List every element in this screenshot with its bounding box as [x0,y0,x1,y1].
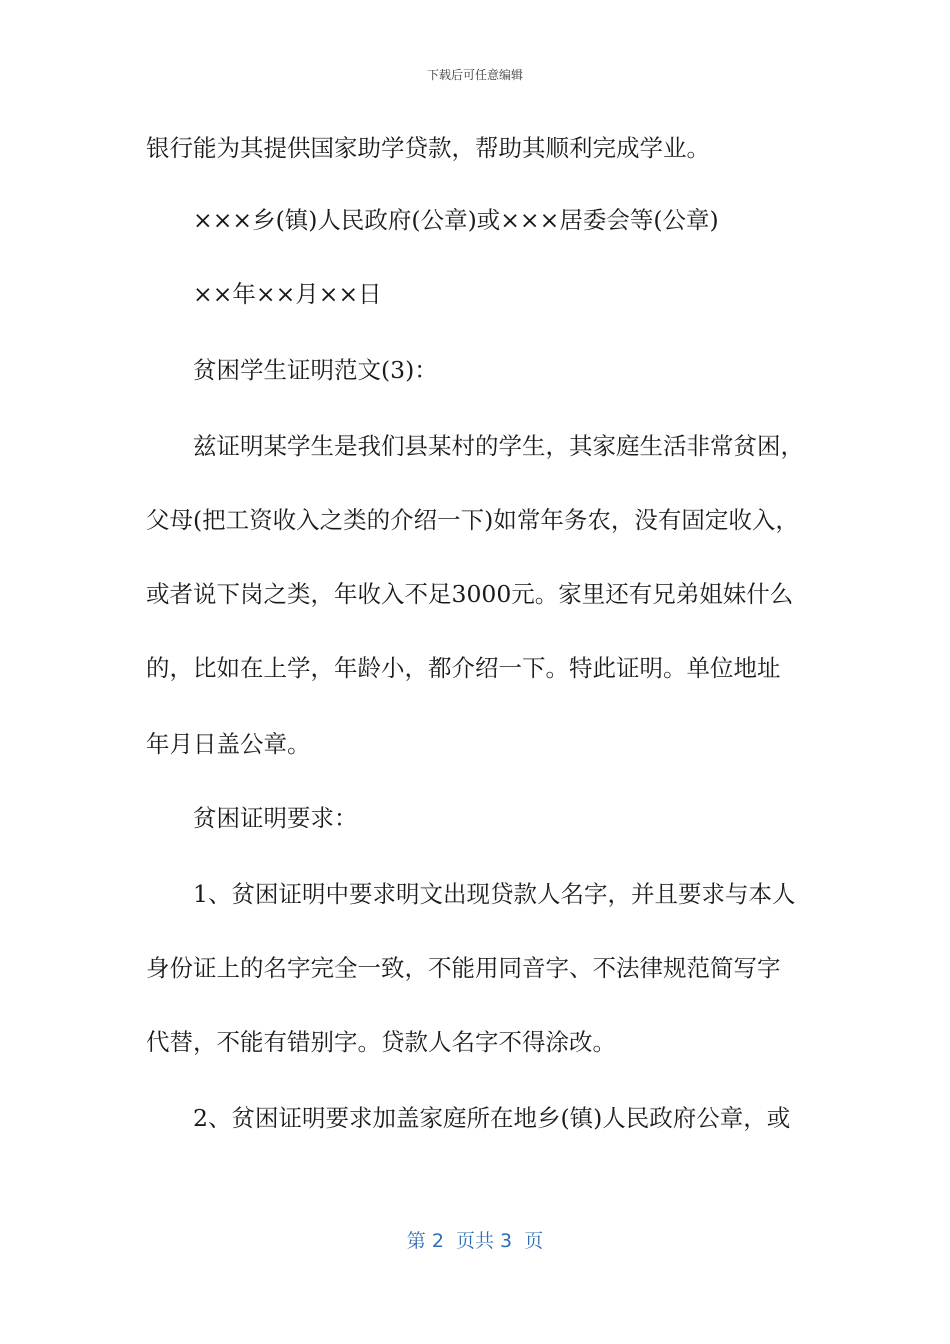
paragraph-line: ××年××月××日 [193,280,382,308]
paragraph-line: 身份证上的名字完全一致，不能用同音字、不法律规范简写字 [146,954,781,982]
page-header: 下载后可任意编辑 [426,68,523,82]
paragraph-line: 的，比如在上学，年龄小，都介绍一下。特此证明。单位地址 [146,654,781,682]
section-heading: 贫困学生证明范文(3)： [193,356,438,384]
page-number-footer: 第 2 页共 3 页 [406,1230,544,1252]
paragraph-line: 代替，不能有错别字。贷款人名字不得涂改。 [146,1028,616,1056]
paragraph-line: 2、贫困证明要求加盖家庭所在地乡(镇)人民政府公章，或 [193,1104,791,1132]
paragraph-line: 1、贫困证明中要求明文出现贷款人名字，并且要求与本人 [193,880,796,908]
paragraph-line: 父母(把工资收入之类的介绍一下)如常年务农，没有固定收入， [146,506,799,534]
paragraph-line: 银行能为其提供国家助学贷款，帮助其顺利完成学业。 [146,134,710,162]
paragraph-line: 兹证明某学生是我们县某村的学生，其家庭生活非常贫困， [193,432,804,460]
section-heading: 贫困证明要求： [193,804,358,832]
paragraph-line: 或者说下岗之类，年收入不足3000元。家里还有兄弟姐妹什么 [146,580,794,608]
paragraph-line: 年月日盖公章。 [146,730,311,758]
paragraph-line: ×××乡(镇)人民政府(公章)或×××居委会等(公章) [193,206,719,234]
